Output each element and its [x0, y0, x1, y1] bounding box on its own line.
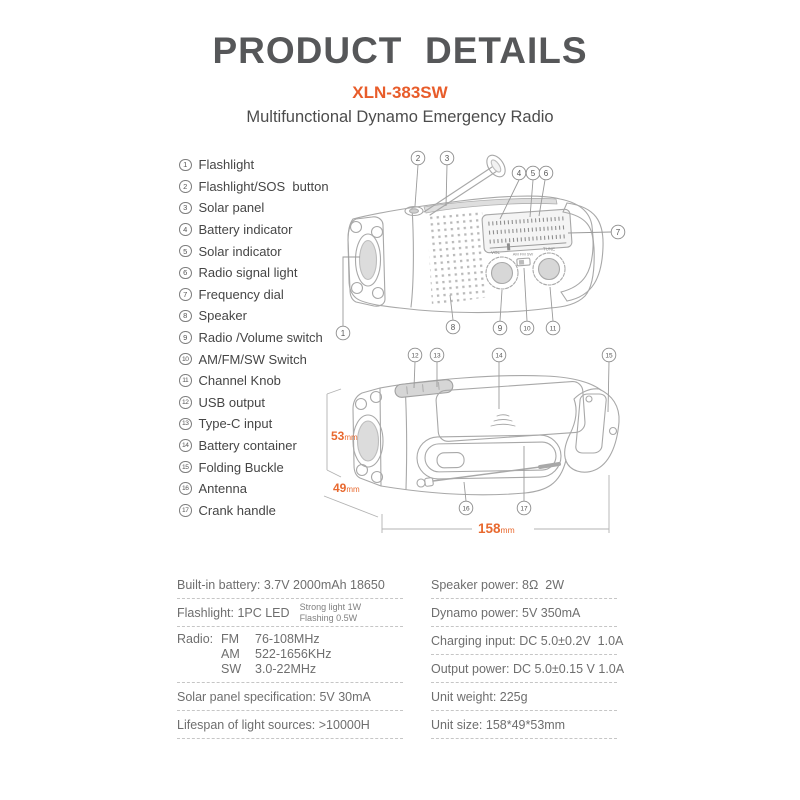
- band-switch-label: AM FM SW: [512, 251, 534, 257]
- back-view-drawing: [353, 376, 619, 495]
- svg-text:3: 3: [444, 153, 450, 163]
- spec-solar: Solar panel specification: 5V 30mA: [177, 689, 371, 704]
- volume-knob: [486, 257, 518, 289]
- svg-text:12: 12: [411, 352, 419, 360]
- spec-unit-size: Unit size: 158*49*53mm: [431, 717, 566, 732]
- callout-solar-indicator: [526, 166, 540, 180]
- callout-usb-output: [408, 348, 422, 362]
- callout-band-switch: [520, 321, 534, 335]
- spec-row-battery: [177, 571, 403, 599]
- callout-frequency-dial: [611, 225, 625, 239]
- part-item-battery-indicator: [179, 219, 329, 241]
- svg-text:6: 6: [543, 168, 549, 178]
- part-item-type-c-input: [179, 413, 329, 435]
- svg-text:4: 4: [516, 168, 522, 178]
- part-label: Type-C input: [198, 416, 273, 432]
- svg-text:16: 16: [462, 505, 470, 513]
- spec-row-unit-weight: [431, 683, 617, 711]
- spec-flashlight-note-flashing: Flashing 0.5W: [299, 612, 358, 623]
- callout-channel-knob: [546, 321, 560, 335]
- part-label: Radio /Volume switch: [198, 330, 323, 346]
- frequency-display: [482, 209, 572, 253]
- svg-text:17: 17: [520, 505, 528, 513]
- volume-knob-label: VOL: [491, 250, 501, 255]
- callout-volume-switch: [493, 321, 507, 335]
- part-number-badge: 16: [179, 482, 192, 495]
- battery-door: [435, 381, 585, 442]
- svg-text:1: 1: [340, 328, 346, 338]
- spec-row-solar: [177, 683, 403, 711]
- part-item-flashlight: [179, 154, 329, 176]
- part-number-badge: 2: [179, 180, 192, 193]
- header: [0, 0, 800, 127]
- depth-dimension-label: 49mm: [333, 481, 360, 495]
- callout-speaker: [446, 320, 460, 334]
- part-item-solar-panel: [179, 197, 329, 219]
- crank-handle-back: [417, 435, 562, 480]
- part-number-badge: 11: [179, 374, 192, 387]
- spec-flashlight-note-strong: Strong light 1W: [299, 601, 362, 612]
- page-title: PRODUCT DETAILS: [212, 30, 588, 71]
- part-item-band-switch: [179, 348, 329, 370]
- part-item-channel-knob: [179, 370, 329, 392]
- part-label: Flashlight: [198, 157, 255, 173]
- part-label: AM/FM/SW Switch: [198, 351, 307, 367]
- part-number-badge: 4: [179, 223, 192, 236]
- folding-buckle: [565, 389, 619, 472]
- spec-row-radio: [177, 627, 403, 683]
- part-item-solar-indicator: [179, 240, 329, 262]
- spec-radio-range: 3.0-22MHz: [255, 662, 317, 676]
- part-label: Antenna: [198, 481, 247, 497]
- part-label: Channel Knob: [198, 373, 281, 389]
- product-diagram: [315, 140, 645, 550]
- spec-flashlight-notes: [300, 602, 362, 624]
- band-switch: [517, 258, 530, 266]
- part-number-badge: 5: [179, 245, 192, 258]
- usb-port-cover: [394, 379, 453, 398]
- spec-row-speaker-power: [431, 571, 617, 599]
- part-label: USB output: [198, 394, 265, 410]
- tuning-knob: [533, 253, 565, 285]
- spec-radio-label: Radio:: [177, 632, 214, 646]
- part-label: Battery container: [198, 438, 297, 454]
- svg-text:14: 14: [495, 352, 503, 360]
- callout-type-c-input: [430, 348, 444, 362]
- spec-lifespan: Lifespan of light sources: >10000H: [177, 717, 370, 732]
- part-number-badge: 14: [179, 439, 192, 452]
- spec-unit-weight: Unit weight: 225g: [431, 689, 528, 704]
- svg-text:2: 2: [415, 153, 421, 163]
- spec-table-left: [177, 571, 403, 739]
- part-item-folding-buckle: [179, 456, 329, 478]
- svg-text:10: 10: [523, 325, 531, 333]
- part-item-sos-button: [179, 176, 329, 198]
- part-item-battery-container: [179, 435, 329, 457]
- part-item-volume-switch: [179, 327, 329, 349]
- part-label: Crank handle: [198, 502, 276, 518]
- part-item-frequency-dial: [179, 284, 329, 306]
- part-item-speaker: [179, 305, 329, 327]
- callout-battery-indicator: [512, 166, 526, 180]
- spec-row-charging-input: [431, 627, 624, 655]
- model-number: XLN-383SW: [352, 83, 448, 102]
- part-item-usb-output: [179, 392, 329, 414]
- callout-antenna: [459, 501, 473, 515]
- spec-output-power: Output power: DC 5.0±0.15 V 1.0A: [431, 661, 625, 676]
- svg-text:8: 8: [450, 322, 456, 332]
- product-subtitle: Multifunctional Dynamo Emergency Radio: [246, 108, 554, 126]
- svg-text:5: 5: [530, 168, 536, 178]
- length-dimension-label: 158mm: [478, 521, 515, 536]
- part-number-badge: 6: [179, 267, 192, 280]
- part-label: Flashlight/SOS button: [198, 178, 329, 194]
- spec-row-flashlight: [177, 599, 403, 627]
- speaker-grille: [427, 209, 487, 306]
- part-number-badge: 15: [179, 461, 192, 474]
- svg-text:13: 13: [433, 352, 441, 360]
- callout-radio-signal-light: [539, 166, 553, 180]
- spec-dynamo-power: Dynamo power: 5V 350mA: [431, 605, 581, 620]
- part-number-badge: 10: [179, 353, 192, 366]
- spec-radio-range: 76-108MHz: [255, 632, 320, 646]
- part-label: Speaker: [198, 308, 247, 324]
- part-label: Folding Buckle: [198, 459, 284, 475]
- callout-battery-container: [492, 348, 506, 362]
- tuning-knob-label: TUNE: [542, 246, 556, 252]
- spec-row-lifespan: [177, 711, 403, 739]
- part-label: Solar panel: [198, 200, 265, 216]
- svg-text:9: 9: [497, 323, 503, 333]
- part-item-radio-signal-light: [179, 262, 329, 284]
- spec-radio-band: SW: [221, 662, 242, 676]
- part-label: Solar indicator: [198, 243, 282, 259]
- part-number-badge: 3: [179, 202, 192, 215]
- spec-row-unit-size: [431, 711, 617, 739]
- part-number-badge: 8: [179, 310, 192, 323]
- spec-row-output-power: [431, 655, 625, 683]
- spec-table-right: [431, 571, 625, 739]
- callout-sos-button: [411, 151, 425, 165]
- svg-text:11: 11: [549, 325, 557, 333]
- spec-radio-band: AM: [221, 647, 240, 661]
- callout-folding-buckle: [602, 348, 616, 362]
- part-number-badge: 9: [179, 331, 192, 344]
- callout-flashlight: [336, 326, 350, 340]
- height-dimension-label: 53mm: [331, 429, 358, 443]
- spec-radio-band: FM: [221, 632, 240, 646]
- spec-speaker-power: Speaker power: 8Ω 2W: [431, 577, 565, 592]
- part-number-badge: 7: [179, 288, 192, 301]
- front-view-drawing: [348, 152, 603, 313]
- parts-list: [179, 154, 329, 521]
- spec-charging-input: Charging input: DC 5.0±0.2V 1.0A: [431, 633, 624, 648]
- spec-battery: Built-in battery: 3.7V 2000mAh 18650: [177, 577, 385, 592]
- spec-radio-range: 522-1656KHz: [255, 647, 332, 661]
- part-item-crank-handle: [179, 500, 329, 522]
- callout-crank-handle: [517, 501, 531, 515]
- part-number-badge: 1: [179, 159, 192, 172]
- part-item-antenna: [179, 478, 329, 500]
- svg-text:15: 15: [605, 352, 613, 360]
- part-number-badge: 13: [179, 418, 192, 431]
- dimension-depth: [324, 496, 378, 517]
- callout-solar-panel: [440, 151, 454, 165]
- svg-text:7: 7: [615, 227, 621, 237]
- part-number-badge: 12: [179, 396, 192, 409]
- spec-flashlight: Flashlight: 1PC LED: [177, 605, 290, 620]
- part-label: Frequency dial: [198, 286, 284, 302]
- spec-row-dynamo-power: [431, 599, 617, 627]
- part-label: Radio signal light: [198, 265, 298, 281]
- part-number-badge: 17: [179, 504, 192, 517]
- part-label: Battery indicator: [198, 222, 293, 238]
- antenna: [417, 464, 559, 487]
